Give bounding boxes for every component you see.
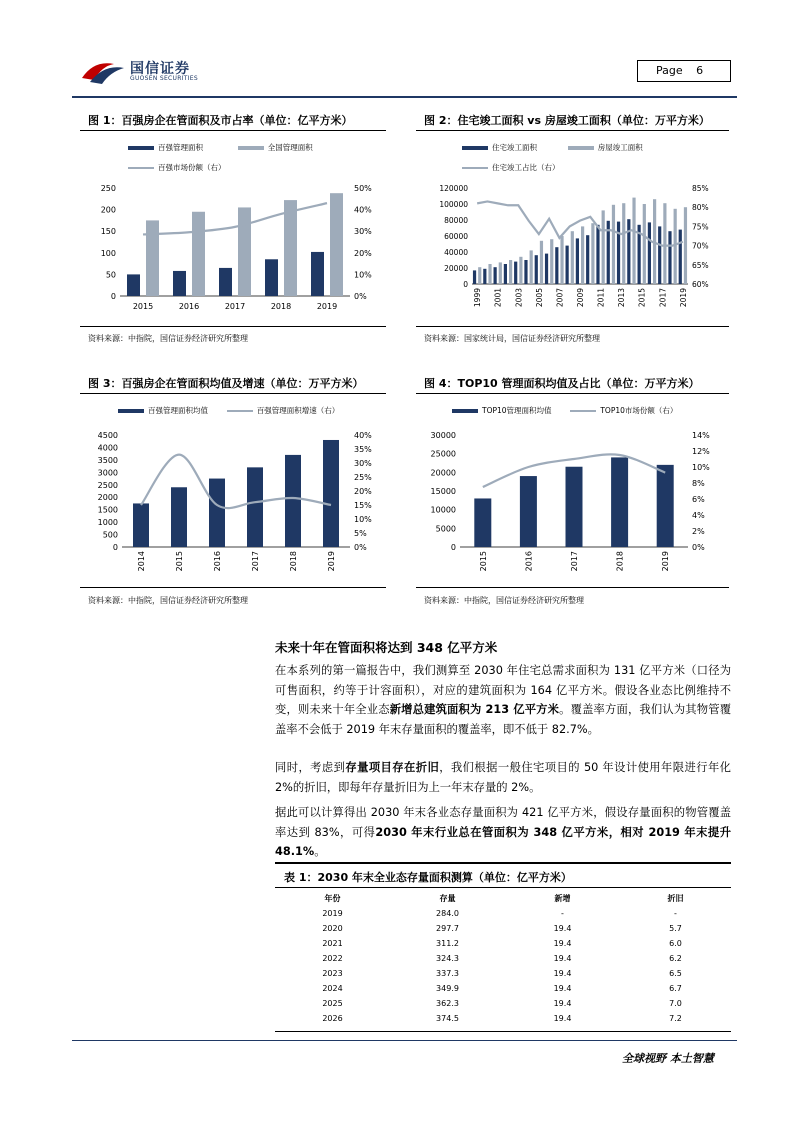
figure-1-legend [128, 142, 313, 153]
bar [265, 259, 278, 296]
table-cell: 2019 [322, 909, 343, 918]
section-heading: 未来十年在管面积将达到 348 亿平方米 [275, 640, 498, 655]
y2-tick-label: 10% [354, 515, 372, 524]
table-cell: 6.5 [669, 969, 682, 978]
y-tick-label: 60000 [444, 232, 468, 241]
y2-tick-label: 10% [692, 463, 710, 472]
series-line [477, 201, 683, 245]
legend-label: 房屋竣工面积 [597, 143, 643, 152]
table-cell: 19.4 [553, 1014, 572, 1023]
y2-tick-label: 50% [354, 184, 372, 193]
table-row [275, 936, 731, 951]
bar [209, 479, 225, 547]
y2-tick-label: 70% [692, 241, 709, 251]
bar [658, 226, 661, 284]
figure-2-source: 资料来源：国家统计局，国信证券经济研究所整理 [424, 334, 600, 343]
y-tick-label: 4000 [97, 443, 118, 453]
y-tick-label: 200 [100, 205, 116, 215]
bar [540, 241, 543, 284]
page-indicator [637, 60, 731, 82]
y-tick-label: 2500 [97, 480, 118, 490]
figure-2-legend-2 [462, 162, 560, 173]
figure-2-title: 图 2：住宅竣工面积 vs 房屋竣工面积（单位：万平方米） [424, 114, 710, 127]
y2-tick-label: 30% [354, 459, 372, 468]
figure-2-rule [416, 130, 729, 131]
y-tick-label: 0 [110, 292, 116, 301]
y-tick-label: 100000 [439, 200, 468, 209]
bar [238, 207, 251, 296]
table-row [275, 906, 731, 921]
figure-2-legend [462, 142, 643, 153]
bar [284, 200, 297, 296]
table-cell: 2021 [322, 939, 343, 948]
p3-text-end: 。 [314, 845, 326, 858]
bar [285, 455, 301, 547]
footer-slogan: 全球视野 本土智慧 [622, 1052, 714, 1065]
y-tick-label: 150 [100, 227, 116, 237]
bar [509, 260, 512, 284]
x-tick-label: 2017 [251, 551, 260, 572]
y-tick-label: 40000 [444, 248, 468, 257]
table-cell: 324.3 [436, 954, 459, 963]
y2-tick-label: 0% [354, 543, 367, 552]
table-cell: 6.0 [669, 939, 682, 948]
bar [330, 193, 343, 296]
p2-text-end: ，我们根据一般住宅项目的 50 年设计使用年限进行年化 2%的折旧，即每年存量折旧为上一年末存量的 2%。 [275, 761, 731, 794]
logo-mark-icon [80, 56, 126, 84]
figure-3-title: 图 3：百强房企在管面积均值及增速（单位：万平方米） [88, 377, 364, 390]
bar [632, 198, 635, 284]
table-cell: 2024 [322, 984, 343, 993]
chart-1 [80, 178, 390, 318]
x-tick-label: 2015 [175, 551, 184, 572]
table-cell: 374.5 [436, 1014, 459, 1023]
legend-label: 住宅竣工占比（右） [492, 163, 560, 172]
page-label: Page [656, 64, 683, 77]
footer-rule [72, 1040, 737, 1041]
bar [171, 487, 187, 547]
p3-bold: 2030 年末行业总在管面积为 348 亿平方米，相对 2019 年末提升 48.1% [275, 825, 731, 858]
p1-text-end: 。覆盖率方面，我们认为其物管覆盖率不会低于 2019 年末存量面积的覆盖率，即不低于 82.7%。 [275, 703, 731, 736]
header-depreciation: 折旧 [667, 894, 684, 903]
figure-1-rule [80, 130, 386, 131]
bar [648, 222, 651, 284]
bar [192, 212, 205, 296]
table-row [275, 996, 731, 1011]
legend-swatch [128, 146, 154, 150]
bar [247, 467, 263, 547]
bar [530, 250, 533, 284]
table-cell: 2022 [322, 954, 343, 963]
bar [560, 236, 563, 284]
x-tick-label: 2018 [270, 302, 292, 311]
bar [679, 230, 682, 284]
x-tick-label: 2013 [617, 288, 627, 308]
table-title-rule [275, 887, 731, 888]
y2-tick-label: 20% [354, 248, 372, 258]
legend-label: TOP10市场份额（右） [600, 406, 678, 415]
series-line [141, 455, 331, 509]
logo-english: GUOSEN SECURITIES [130, 75, 199, 82]
table-cell: 337.3 [436, 969, 459, 978]
figure-3-legend [118, 405, 339, 416]
bar [173, 271, 186, 296]
table-cell: 6.2 [669, 954, 682, 963]
bar [674, 209, 677, 284]
x-tick-label: 2019 [661, 551, 671, 572]
figure-1-title: 图 1：百强房企在管面积及市占率（单位：亿平方米） [88, 114, 353, 127]
legend-label: 住宅竣工面积 [492, 143, 537, 152]
figure-4-rule [416, 393, 729, 394]
y-tick-label: 4500 [97, 431, 118, 440]
legend-label: 百强市场份额（右） [158, 163, 226, 172]
bar [668, 231, 671, 284]
bar [571, 231, 574, 284]
y-tick-label: 15000 [430, 487, 456, 496]
table-cell: 19.4 [553, 924, 572, 933]
x-tick-label: 2016 [524, 551, 534, 572]
x-tick-label: 2018 [289, 551, 298, 572]
y2-tick-label: 30% [354, 227, 372, 237]
x-tick-label: 2016 [213, 551, 222, 572]
y-tick-label: 0 [450, 543, 456, 552]
legend-line [128, 167, 154, 169]
p1-text: 在本系列的第一篇报告中，我们测算至 2030 年住宅总需求面积为 131 亿平方米（口径为可售面积，约等于计容面积），对应的建筑面积为 164 亿平方米。假设各业态比例维持不变，则未来十年全业态 [275, 664, 731, 716]
figure-3-rule [80, 393, 386, 394]
bar [514, 262, 517, 284]
x-tick-label: 2011 [596, 288, 606, 308]
table-cell: 2023 [322, 969, 343, 978]
bar [643, 204, 646, 284]
y2-tick-label: 60% [692, 280, 709, 289]
x-tick-label: 2017 [224, 302, 246, 311]
bar [146, 220, 159, 296]
y-tick-label: 1000 [97, 518, 118, 528]
bar [474, 498, 491, 547]
y-tick-label: 0 [463, 280, 468, 289]
bar [684, 207, 687, 284]
legend-swatch [238, 146, 264, 150]
bar [663, 203, 666, 284]
legend-label: 百强管理面积 [158, 143, 203, 152]
bar [499, 262, 502, 284]
legend-swatch [462, 146, 488, 150]
table-cell: 2026 [322, 1014, 343, 1023]
table-cell: 7.2 [669, 1014, 682, 1023]
page-number: 6 [696, 64, 704, 77]
bar [622, 203, 625, 284]
bar [520, 476, 537, 547]
p1-bold: 新增总建筑面积为 213 亿平方米 [389, 703, 560, 716]
y2-tick-label: 25% [354, 473, 372, 482]
y-tick-label: 5000 [435, 524, 456, 534]
table-cell: - [674, 909, 677, 918]
bar [550, 239, 553, 284]
figure-2-bottom-rule [416, 326, 729, 327]
table-cell: 19.4 [553, 999, 572, 1008]
table-title: 表 1：2030 年末全业态存量面积测算（单位：亿平方米） [284, 871, 572, 884]
table-bottom-rule [275, 1031, 731, 1032]
y-tick-label: 10000 [430, 505, 456, 515]
legend-swatch [452, 409, 478, 413]
x-tick-label: 2015 [478, 551, 488, 572]
bar [133, 503, 149, 547]
bar [657, 465, 674, 547]
y-tick-label: 80000 [444, 216, 468, 225]
x-tick-label: 2009 [576, 288, 585, 308]
y-tick-label: 20000 [444, 264, 468, 273]
y-tick-label: 3000 [97, 468, 118, 478]
table-cell: 6.7 [669, 984, 682, 993]
bar [627, 219, 630, 284]
legend-line [570, 410, 596, 412]
x-tick-label: 2007 [555, 288, 565, 308]
bar [323, 440, 339, 547]
figure-4-legend [452, 405, 677, 416]
bar [524, 260, 527, 284]
y2-tick-label: 5% [354, 529, 367, 538]
y-tick-label: 20000 [430, 468, 456, 478]
y-tick-label: 1500 [97, 505, 118, 515]
bar [483, 269, 486, 284]
legend-swatch [118, 409, 144, 413]
table-top-rule [275, 862, 731, 864]
bar [519, 257, 522, 284]
y2-tick-label: 75% [692, 222, 709, 232]
table-row [275, 951, 731, 966]
bar [127, 274, 140, 296]
chart-4 [416, 425, 732, 585]
x-tick-label: 2019 [316, 302, 338, 311]
bar [612, 205, 615, 284]
table-cell: 349.9 [436, 984, 459, 993]
paragraph-1 [275, 661, 731, 739]
figure-3-source: 资料来源：中指院，国信证券经济研究所整理 [88, 596, 248, 605]
x-tick-label: 2003 [514, 288, 524, 308]
bar [504, 264, 507, 284]
header-stock: 存量 [439, 894, 456, 903]
table-cell: 297.7 [436, 924, 459, 933]
table-row [275, 921, 731, 936]
y2-tick-label: 12% [692, 447, 710, 456]
table-cell: 311.2 [436, 939, 459, 948]
bar [576, 238, 579, 284]
y-tick-label: 500 [102, 530, 118, 540]
y2-tick-label: 10% [354, 270, 372, 280]
x-tick-label: 2019 [678, 288, 688, 308]
paragraph-2 [275, 758, 731, 797]
legend-label: TOP10管理面积均值 [482, 406, 552, 415]
x-tick-label: 2016 [178, 302, 200, 311]
y2-tick-label: 4% [692, 511, 705, 520]
table-cell: 2025 [322, 999, 343, 1008]
header-year: 年份 [324, 894, 341, 903]
table-cell: 19.4 [553, 939, 572, 948]
bar [535, 255, 538, 284]
bar [473, 270, 476, 284]
table-cell: - [561, 909, 564, 918]
legend-label: 百强管理面积增速（右） [256, 406, 340, 415]
x-tick-label: 2018 [615, 551, 625, 572]
y2-tick-label: 85% [692, 184, 709, 193]
table-row [275, 966, 731, 981]
y2-tick-label: 40% [354, 431, 372, 440]
table-cell: 5.7 [669, 924, 682, 933]
y-tick-label: 2000 [97, 493, 118, 503]
table-row [275, 1011, 731, 1026]
bar [566, 246, 569, 284]
figure-1-legend-2 [128, 162, 226, 173]
table-cell: 7.0 [669, 999, 682, 1008]
bar [611, 457, 628, 547]
bar [219, 268, 232, 296]
bar [311, 252, 324, 296]
legend-label: 全国管理面积 [267, 143, 313, 152]
x-tick-label: 2015 [132, 302, 154, 311]
y-tick-label: 25000 [430, 449, 456, 459]
bar [545, 254, 548, 284]
bar [591, 223, 594, 284]
y-tick-label: 250 [100, 184, 116, 193]
x-tick-label: 2014 [137, 551, 146, 572]
y-tick-label: 3500 [97, 455, 118, 465]
paragraph-3 [275, 803, 731, 862]
legend-line [227, 410, 253, 412]
chart-3 [80, 425, 390, 585]
y-tick-label: 30000 [430, 431, 456, 440]
figure-4-bottom-rule [416, 587, 729, 588]
legend-line [462, 167, 488, 169]
y2-tick-label: 40% [354, 205, 372, 215]
x-tick-label: 2015 [637, 288, 647, 308]
x-tick-label: 2001 [493, 288, 503, 308]
figure-1-source: 资料来源：中指院，国信证券经济研究所整理 [88, 334, 248, 343]
y-tick-label: 100 [100, 248, 116, 258]
y2-tick-label: 15% [354, 501, 372, 510]
table-cell: 2020 [322, 924, 343, 933]
header-new: 新增 [554, 894, 571, 903]
table-row [275, 981, 731, 996]
x-tick-label: 2019 [327, 551, 336, 572]
table-cell: 19.4 [553, 954, 572, 963]
table-header-row [275, 891, 731, 906]
table-cell: 19.4 [553, 969, 572, 978]
bar [617, 222, 620, 284]
y2-tick-label: 6% [692, 495, 705, 504]
y2-tick-label: 0% [354, 292, 367, 301]
x-tick-label: 2017 [570, 551, 579, 572]
table-cell: 284.0 [436, 909, 459, 918]
bar [596, 225, 599, 284]
chart-2 [416, 178, 732, 318]
series-line [143, 203, 327, 234]
figure-1-bottom-rule [80, 326, 386, 327]
bar [566, 467, 583, 547]
logo-chinese: 国信证券 [130, 61, 190, 77]
table-cell: 19.4 [553, 984, 572, 993]
header-rule [72, 96, 737, 98]
bar [494, 267, 497, 284]
y-tick-label: 50 [105, 270, 116, 280]
x-tick-label: 2017 [658, 288, 668, 308]
y2-tick-label: 65% [692, 260, 709, 270]
y2-tick-label: 20% [354, 487, 372, 496]
bar [586, 235, 589, 284]
company-logo [80, 56, 250, 86]
y2-tick-label: 35% [354, 445, 372, 454]
bar [581, 226, 584, 284]
figure-4-source: 资料来源：中指院，国信证券经济研究所整理 [424, 596, 584, 605]
y2-tick-label: 2% [692, 527, 705, 536]
bar [555, 247, 558, 284]
x-tick-label: 1999 [473, 288, 483, 308]
bar [488, 264, 491, 284]
y-tick-label: 0 [112, 543, 118, 552]
bar [478, 267, 481, 284]
legend-label: 百强管理面积均值 [148, 406, 208, 415]
y2-tick-label: 0% [692, 543, 705, 552]
stock-area-table [275, 891, 731, 1026]
p2-bold: 存量项目存在折旧 [345, 761, 440, 774]
bar [602, 210, 605, 284]
figure-4-title: 图 4：TOP10 管理面积均值及占比（单位：万平方米） [424, 377, 700, 390]
table-cell: 362.3 [436, 999, 459, 1008]
y2-tick-label: 8% [692, 479, 705, 488]
p2-text: 同时，考虑到 [275, 761, 346, 774]
figure-3-bottom-rule [80, 587, 386, 588]
y-tick-label: 120000 [439, 184, 468, 193]
y2-tick-label: 14% [692, 431, 710, 440]
p3-text: 据此可以计算得出 2030 年末各业态存量面积为 421 亿平方米，假设存量面积的物管覆盖率达到 83%，可得 [275, 806, 731, 839]
legend-swatch [568, 146, 594, 150]
x-tick-label: 2005 [534, 288, 544, 308]
y2-tick-label: 80% [692, 203, 709, 213]
